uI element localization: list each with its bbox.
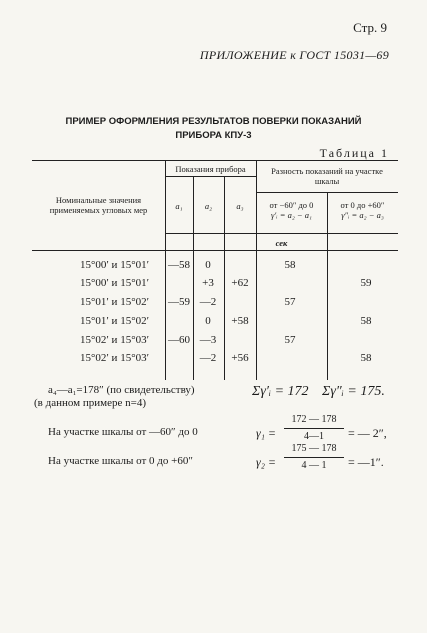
diff2-formula: γ″ᵢ = a₂ − a₃ <box>341 210 384 220</box>
row-1-nominal: 15°00′ и 15°01′ <box>80 259 149 271</box>
readings-group-header: Показания прибора <box>175 164 246 174</box>
calc-reference-line: a₄—a₁=178″ (по свидетельству) <box>48 384 195 396</box>
row-2-a3: +62 <box>231 277 249 289</box>
page-number: Стр. 9 <box>353 20 387 35</box>
col-nominal-header <box>32 195 165 215</box>
header-bottom-rule <box>32 250 398 251</box>
calc-note-line: (в данном примере n=4) <box>34 397 146 409</box>
readings-group-rule <box>165 176 256 177</box>
row-6-nominal: 15°02′ и 15°03′ <box>80 352 149 364</box>
table-top-rule <box>32 160 398 161</box>
table-label: Таблица 1 <box>319 146 389 160</box>
row-1-a1: —58 <box>168 259 190 271</box>
title-line-2: ПРИБОРА КПУ-3 <box>175 130 252 141</box>
diff1-line-1: от −60″ до 0 <box>269 200 314 210</box>
segment-1-label: На участке шкалы от —60″ до 0 <box>48 426 198 438</box>
gamma1-fraction-bar <box>284 428 344 429</box>
row-4-a2: 0 <box>205 315 211 327</box>
row-6-a2: —2 <box>199 352 217 364</box>
row-3-nominal: 15°01′ и 15°02′ <box>80 296 149 308</box>
col-nominal-line-1: Номинальные значения <box>55 195 142 205</box>
gamma1-lhs: γ₁ = <box>256 426 276 440</box>
gamma2-lhs: γ₂ = <box>256 455 276 469</box>
unit-rule <box>165 233 398 234</box>
col-divider-4 <box>256 160 257 380</box>
diff2-header <box>327 200 398 220</box>
gamma2-denominator: 4 — 1 <box>301 460 327 471</box>
segment-2-label: На участке шкалы от 0 до +60″ <box>48 455 193 467</box>
row-1-a2: 0 <box>205 259 211 271</box>
row-6-d2: 58 <box>360 352 372 364</box>
unit-label: сек <box>275 238 288 248</box>
appendix-heading: ПРИЛОЖЕНИЕ к ГОСТ 15031—69 <box>199 48 389 62</box>
row-6-a3: +56 <box>231 352 249 364</box>
col-a3-header: a₃ <box>236 201 244 211</box>
diff1-formula: γ′ᵢ = a₂ − a₁ <box>271 210 312 220</box>
gamma1-numerator: 172 — 178 <box>291 414 337 425</box>
row-2-nominal: 15°00′ и 15°01′ <box>80 277 149 289</box>
row-5-d1: 57 <box>284 334 296 346</box>
gamma2-numerator: 175 — 178 <box>291 443 337 454</box>
row-4-nominal: 15°01′ и 15°02′ <box>80 315 149 327</box>
row-3-a1: —59 <box>168 296 190 308</box>
gamma1-denominator: 4—1 <box>304 431 324 442</box>
diff1-header <box>256 200 327 220</box>
sum-diff2: Σγ″ᵢ = 175. <box>322 384 385 399</box>
sum-diff1: Σγ′ᵢ = 172 <box>252 384 309 399</box>
row-4-a3: +58 <box>231 315 249 327</box>
document-title <box>0 115 427 143</box>
col-a2-header: a₂ <box>204 201 213 211</box>
diff-group-line-2: шкалы <box>314 176 340 186</box>
diff-group-line-1: Разность показаний на участке <box>271 166 383 176</box>
row-5-a1: —60 <box>168 334 190 346</box>
row-5-a2: —3 <box>199 334 217 346</box>
row-5-nominal: 15°02′ и 15°03′ <box>80 334 149 346</box>
row-3-a2: —2 <box>199 296 217 308</box>
row-3-d1: 57 <box>284 296 296 308</box>
gamma1-result: = — 2″, <box>348 426 387 440</box>
gamma2-fraction-bar <box>284 457 344 458</box>
col-divider-5 <box>327 192 328 380</box>
row-1-d1: 58 <box>284 259 296 271</box>
diff-group-header <box>256 166 398 186</box>
diff2-line-1: от 0 до +60″ <box>340 200 385 210</box>
title-line-1: ПРИМЕР ОФОРМЛЕНИЯ РЕЗУЛЬТАТОВ ПОВЕРКИ ПОКАЗАНИЙ <box>65 116 362 127</box>
row-4-d2: 58 <box>360 315 372 327</box>
col-nominal-line-2: применяемых угловых мер <box>49 205 148 215</box>
row-2-d2: 59 <box>360 277 372 289</box>
gamma2-result: = —1″. <box>348 455 384 469</box>
row-2-a2: +3 <box>202 277 214 289</box>
col-a1-header: a₁ <box>175 201 183 211</box>
